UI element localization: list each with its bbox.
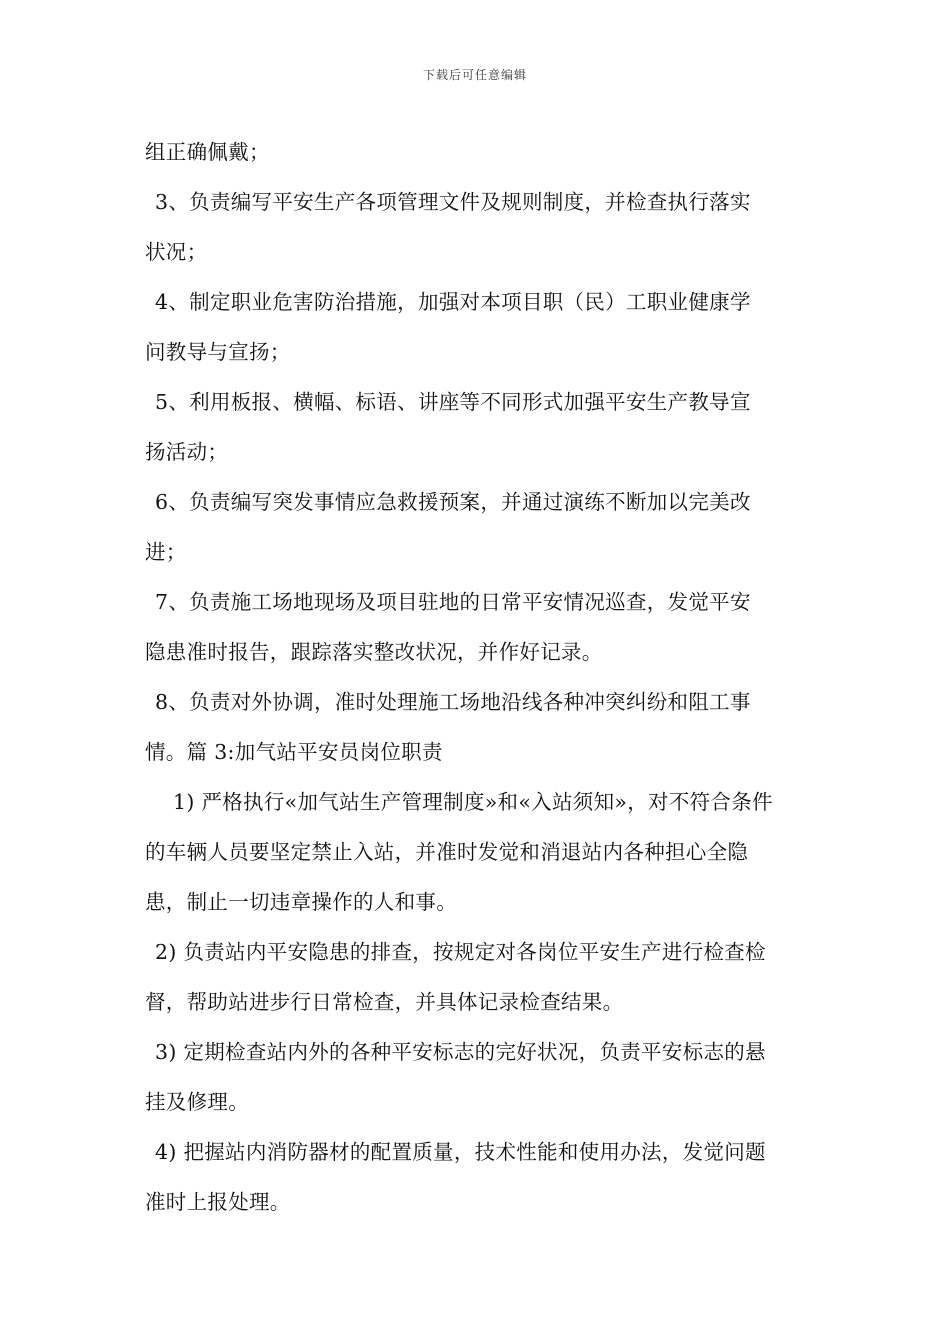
text-line: 状况； — [145, 240, 208, 264]
text-line: 问教导与宣扬； — [145, 340, 291, 364]
text-line: 督，帮助站进步行日常检查，并具体记录检查结果。 — [145, 990, 624, 1014]
text-line: 4) 把握站内消防器材的配置质量，技术性能和使用办法，发觉问题 — [155, 1140, 766, 1164]
text-line: 隐患准时报告，跟踪落实整改状况，并作好记录。 — [145, 640, 603, 664]
text-line: 进； — [145, 540, 187, 564]
text-line: 2) 负责站内平安隐患的排查，按规定对各岗位平安生产进行检查检 — [155, 940, 766, 964]
text-line: 7、负责施工场地现场及项目驻地的日常平安情况巡查，发觉平安 — [155, 590, 751, 614]
text-line: 3) 定期检查站内外的各种平安标志的完好状况，负责平安标志的悬 — [155, 1040, 766, 1064]
text-line: 挂及修理。 — [145, 1090, 249, 1114]
text-line: 8、负责对外协调，准时处理施工场地沿线各种冲突纠纷和阻工事 — [155, 690, 751, 714]
text-line: 3、负责编写平安生产各项管理文件及规则制度，并检查执行落实 — [155, 190, 751, 214]
text-line: 扬活动； — [145, 440, 229, 464]
text-line: 6、负责编写突发事情应急救援预案，并通过演练不断加以完美改 — [155, 490, 751, 514]
text-line: 的车辆人员要坚定禁止入站，并准时发觉和消退站内各种担心全隐 — [145, 840, 749, 864]
text-line: 情。篇 3:加气站平安员岗位职责 — [145, 740, 443, 764]
text-line: 患，制止一切违章操作的人和事。 — [145, 890, 457, 914]
text-line: 1) 严格执行«加气站生产管理制度»和«入站须知»，对不符合条件 — [173, 790, 773, 814]
text-line: 5、利用板报、横幅、标语、讲座等不同形式加强平安生产教导宣 — [155, 390, 751, 414]
text-line: 准时上报处理。 — [145, 1190, 291, 1214]
text-line: 4、制定职业危害防治措施，加强对本项目职（民）工职业健康学 — [155, 290, 751, 314]
page-header: 下载后可任意编辑 — [422, 68, 527, 82]
document-body — [145, 127, 810, 1227]
text-line: 组正确佩戴； — [145, 140, 270, 164]
